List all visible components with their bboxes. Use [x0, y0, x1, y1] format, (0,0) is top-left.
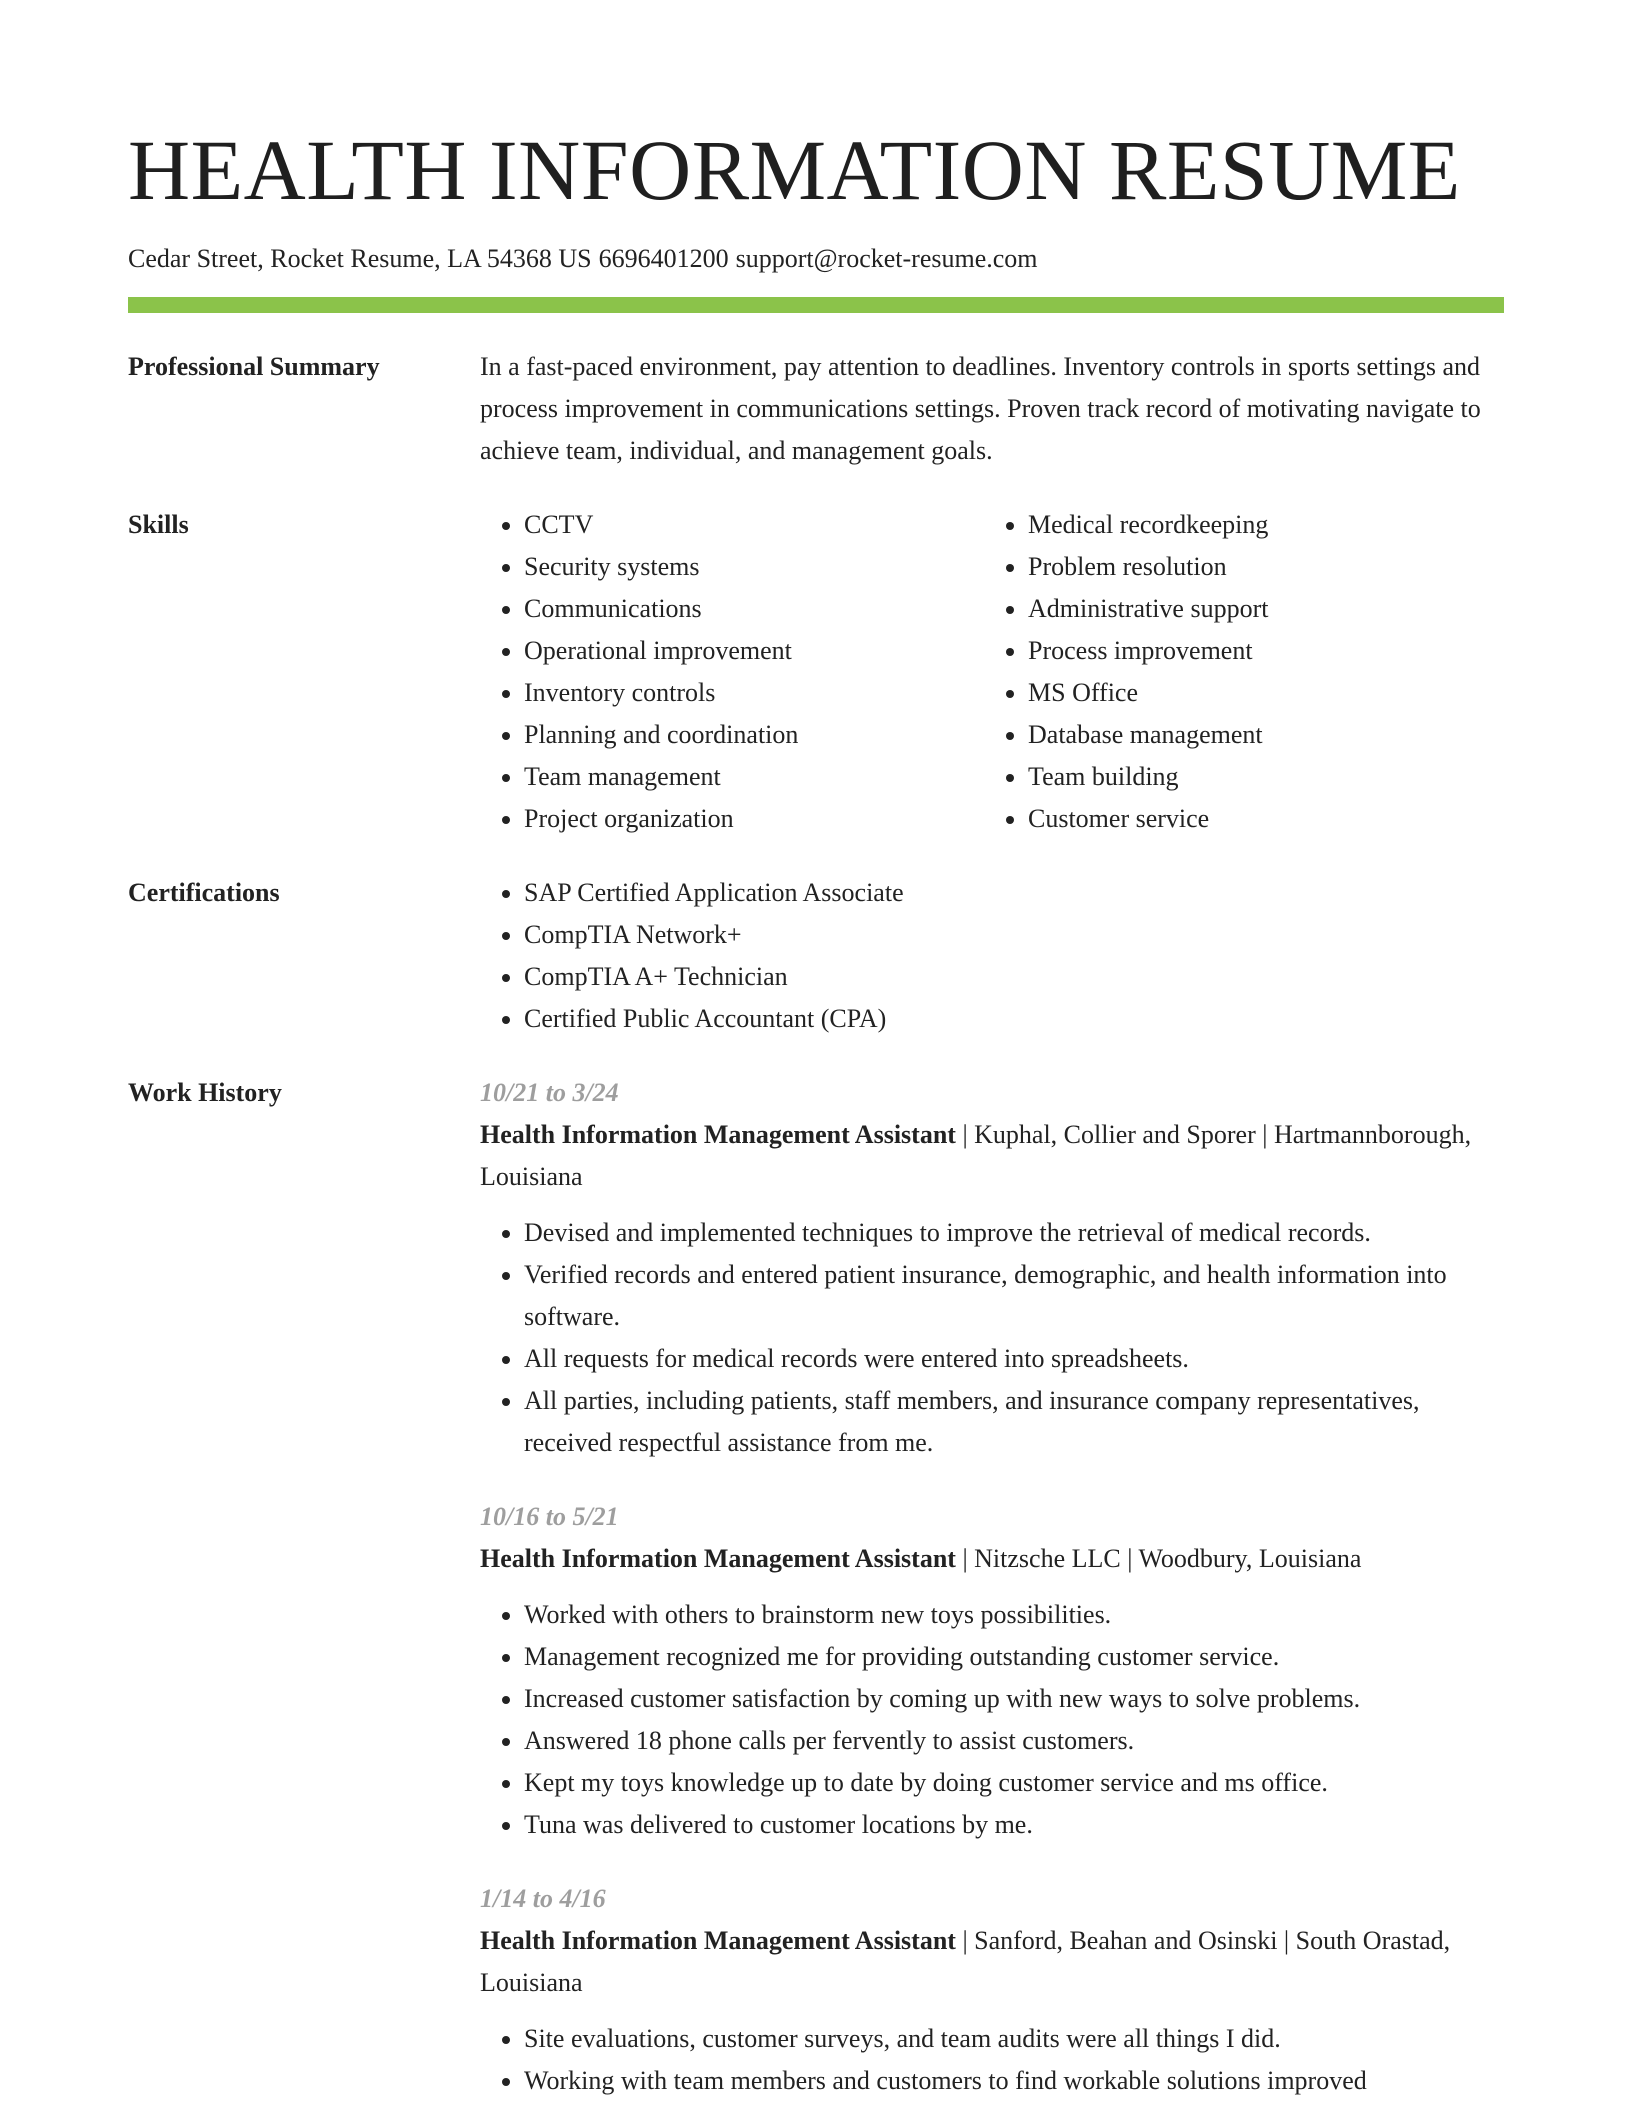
job-bullets: [480, 1594, 1504, 1846]
job-bullet: • Management recognized me for providing outstanding customer service.: [524, 1636, 1504, 1678]
resume-name: HEALTH INFORMATION RESUME: [128, 122, 1461, 218]
work-history-heading: Work History: [128, 1078, 282, 1107]
skill-item: • Team management: [524, 756, 984, 798]
job-heading: [480, 1920, 1504, 2004]
summary-heading: Professional Summary: [128, 352, 380, 381]
skill-item: • Database management: [1028, 714, 1504, 756]
skill-item: • Planning and coordination: [524, 714, 984, 756]
skill-item: • Communications: [524, 588, 984, 630]
job-bullets: [480, 1212, 1504, 1464]
job-dates: 1/14 to 4/16: [480, 1884, 606, 1913]
skills-list-right: [984, 504, 1504, 840]
skills-list-left: [480, 504, 984, 840]
skills-content: [480, 504, 1504, 840]
skill-item: • Process improvement: [1028, 630, 1504, 672]
job-bullet: • Kept my toys knowledge up to date by doing customer service and ms office.: [524, 1762, 1504, 1804]
skill-item: • Security systems: [524, 546, 984, 588]
work-history-section: [128, 1072, 1504, 2112]
job-bullet: • Tuna was delivered to customer locations by me.: [524, 1804, 1504, 1846]
skill-item: • Team building: [1028, 756, 1504, 798]
skill-item: • Operational improvement: [524, 630, 984, 672]
header-divider: [128, 297, 1504, 313]
job-bullet: • Verified records and entered patient insurance, demographic, and health information into software.: [524, 1254, 1504, 1338]
work-history-content: [480, 1072, 1504, 2112]
contact-email: support@rocket-resume.com: [735, 244, 1038, 273]
job-bullet: • Site evaluations, customer surveys, and team audits were all things I did.: [524, 2018, 1504, 2060]
job-entry: [480, 1878, 1504, 2102]
summary-text: In a fast-paced environment, pay attention to deadlines. Inventory controls in sports settings and process improvement in communications settings. Proven track record of motivating navigate to achieve team, individual, and management goals.: [480, 352, 1481, 465]
skill-item: • Problem resolution: [1028, 546, 1504, 588]
job-employer: | Kuphal, Collier and Sporer | Hartmannborough, Louisiana: [480, 1120, 1472, 1191]
job-entry: [480, 1072, 1504, 1464]
job-bullet: • Working with team members and customers to find workable solutions improved: [524, 2060, 1504, 2102]
certifications-heading: Certifications: [128, 878, 280, 907]
skills-section: [128, 504, 1504, 840]
certification-item: • CompTIA Network+: [524, 914, 1504, 956]
resume-header: [128, 118, 1504, 313]
skills-heading: Skills: [128, 510, 189, 539]
job-bullet: • Increased customer satisfaction by coming up with new ways to solve problems.: [524, 1678, 1504, 1720]
skill-item: • Inventory controls: [524, 672, 984, 714]
job-heading: [480, 1538, 1504, 1580]
job-title: Health Information Management Assistant: [480, 1926, 956, 1955]
summary-content: [480, 346, 1504, 472]
job-bullet: • Answered 18 phone calls per fervently to assist customers.: [524, 1720, 1504, 1762]
job-employer: | Sanford, Beahan and Osinski | South Orastad, Louisiana: [480, 1926, 1451, 1997]
certification-item: • Certified Public Accountant (CPA): [524, 998, 1504, 1040]
job-bullet: • Worked with others to brainstorm new toys possibilities.: [524, 1594, 1504, 1636]
contact-address: Cedar Street, Rocket Resume, LA 54368 US: [128, 244, 592, 273]
skill-item: • CCTV: [524, 504, 984, 546]
job-bullet: • All parties, including patients, staff members, and insurance company representatives, received respectful assistance from me.: [524, 1380, 1504, 1464]
job-dates: 10/21 to 3/24: [480, 1078, 619, 1107]
job-bullet: • Devised and implemented techniques to improve the retrieval of medical records.: [524, 1212, 1504, 1254]
summary-section: [128, 346, 1504, 472]
job-bullets: [480, 2018, 1504, 2102]
skill-item: • Administrative support: [1028, 588, 1504, 630]
certifications-section: [128, 872, 1504, 1040]
job-employer: | Nitzsche LLC | Woodbury, Louisiana: [955, 1544, 1362, 1573]
contact-line: [128, 242, 1504, 276]
job-title: Health Information Management Assistant: [480, 1544, 956, 1573]
job-entry: [480, 1496, 1504, 1846]
job-dates: 10/16 to 5/21: [480, 1502, 619, 1531]
certifications-list: [480, 872, 1504, 1040]
resume-body: [128, 346, 1504, 2112]
job-heading: [480, 1114, 1504, 1198]
contact-phone: 6696401200: [598, 244, 729, 273]
certification-item: • CompTIA A+ Technician: [524, 956, 1504, 998]
skill-item: • Customer service: [1028, 798, 1504, 840]
job-bullet: • All requests for medical records were entered into spreadsheets.: [524, 1338, 1504, 1380]
skill-item: • MS Office: [1028, 672, 1504, 714]
skill-item: • Project organization: [524, 798, 984, 840]
certification-item: • SAP Certified Application Associate: [524, 872, 1504, 914]
job-title: Health Information Management Assistant: [480, 1120, 956, 1149]
certifications-content: [480, 872, 1504, 1040]
skill-item: • Medical recordkeeping: [1028, 504, 1504, 546]
